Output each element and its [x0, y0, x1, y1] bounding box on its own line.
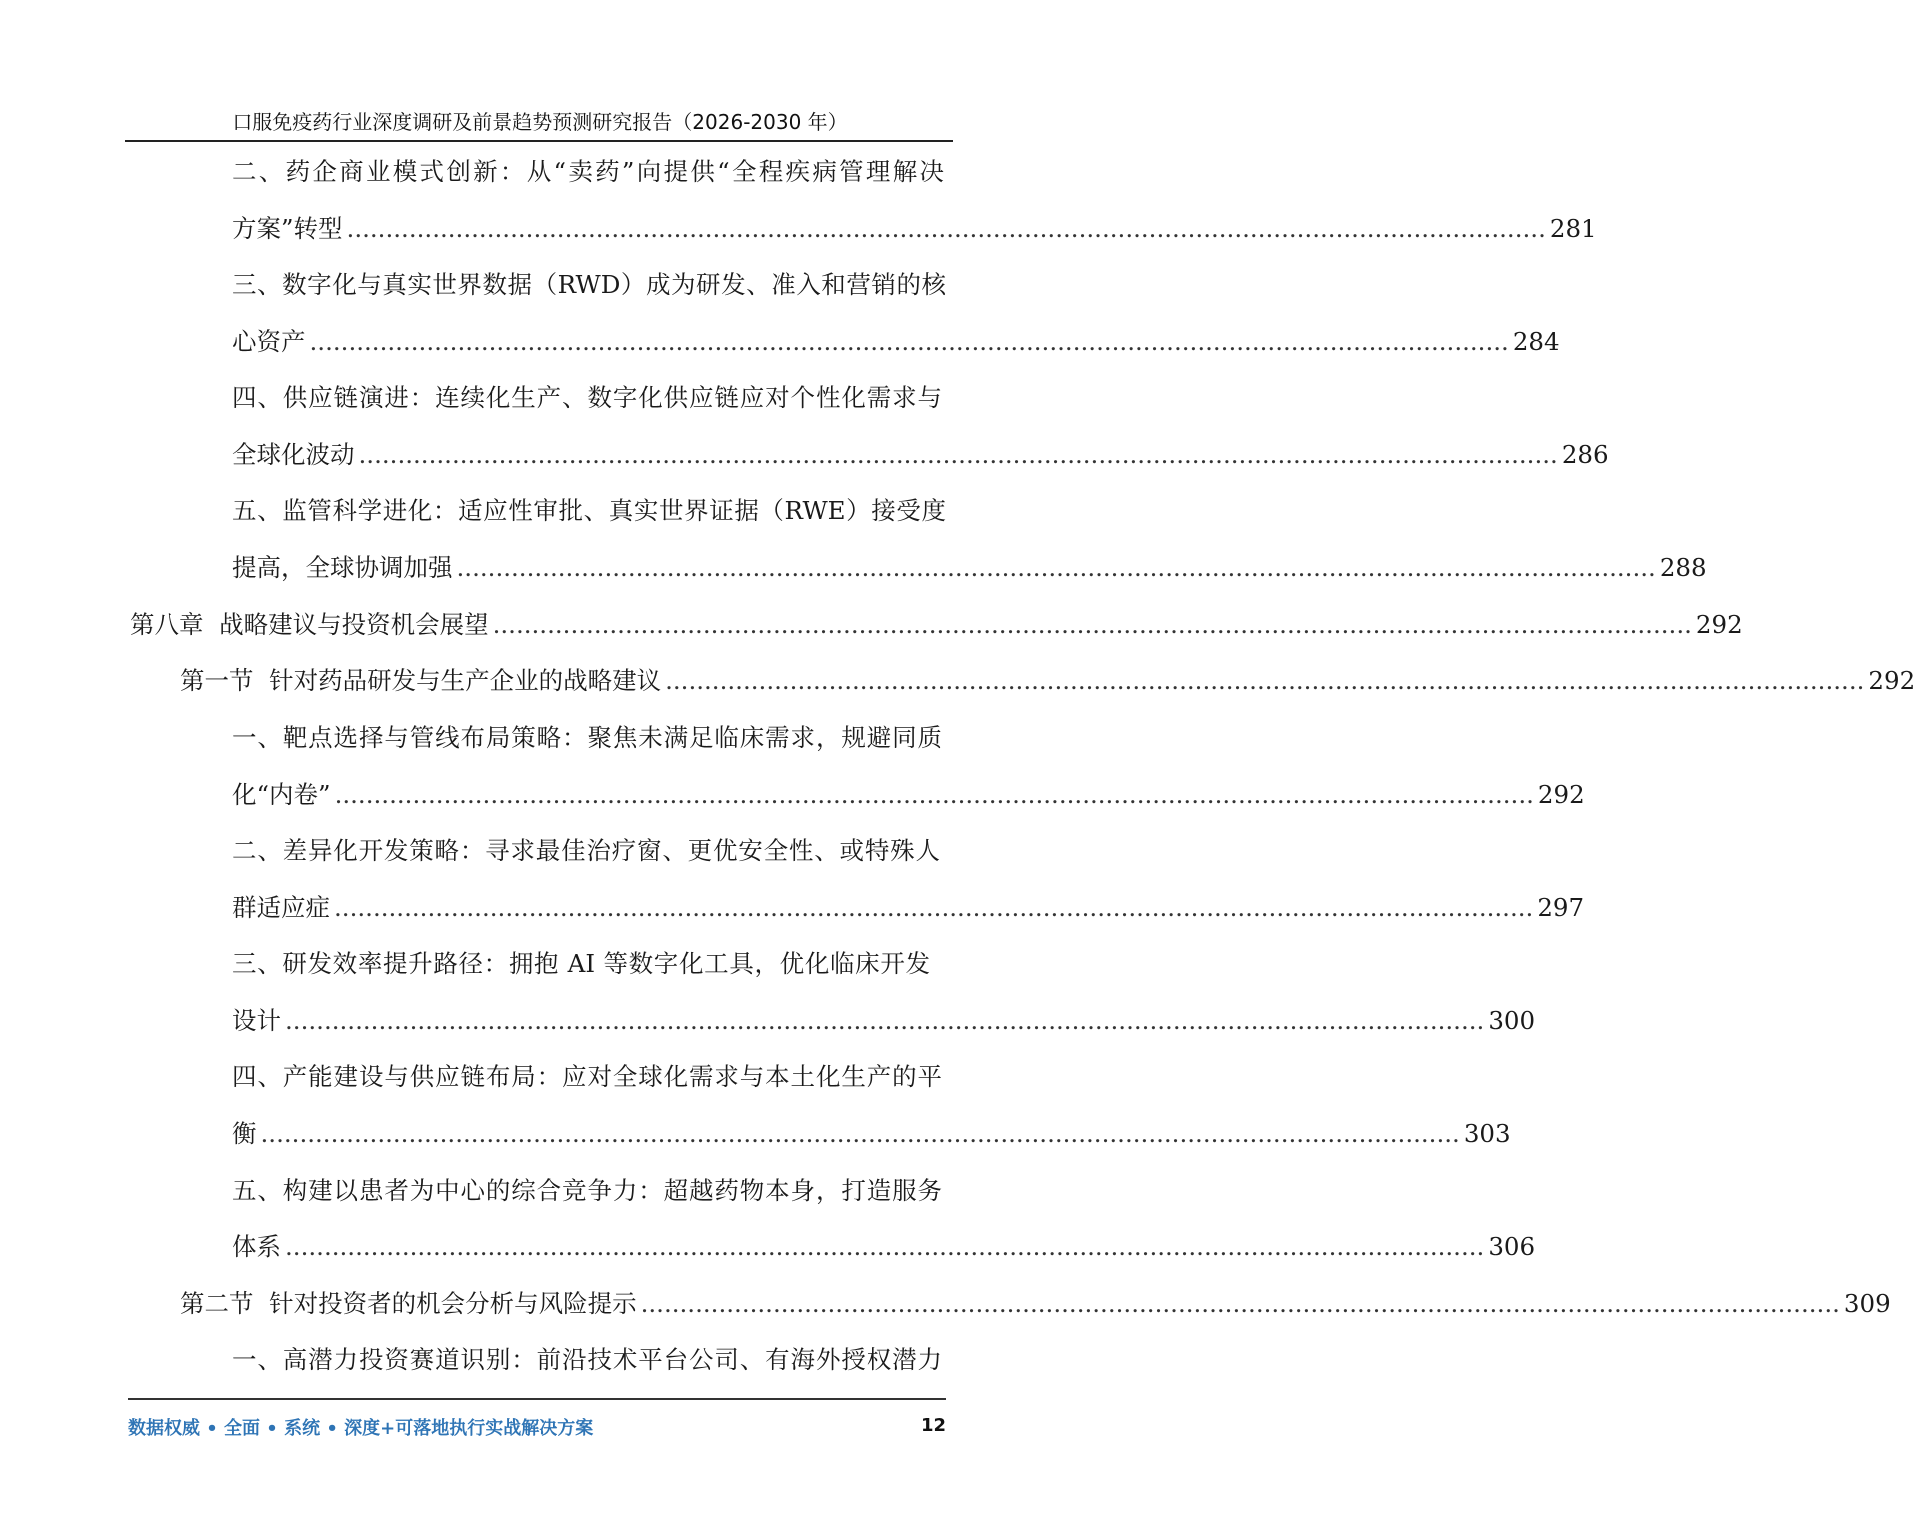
- toc-page-number: 292: [1868, 666, 1915, 695]
- toc-entry[interactable]: [232, 322, 1560, 362]
- dot-leader: ..........................................................................................................................................................: [260, 1119, 1460, 1148]
- toc-entry[interactable]: [232, 775, 1585, 815]
- dot-leader: ..........................................................................................................................................................: [334, 893, 1534, 922]
- toc-entry-title: 四、产能建设与供应链布局：应对全球化需求与本土化生产的平: [232, 1062, 942, 1091]
- toc-chapter-entry[interactable]: [130, 605, 1743, 645]
- toc-entry[interactable]: [232, 491, 946, 531]
- toc-page-number: 286: [1561, 440, 1609, 469]
- dot-leader: ..........................................................................................................................................................: [309, 327, 1509, 356]
- toc-entry[interactable]: [232, 831, 940, 871]
- toc-section-entry[interactable]: [180, 661, 1915, 701]
- toc-entry-title: 一、高潜力投资赛道识别：前沿技术平台公司、有海外授权潜力: [232, 1345, 942, 1374]
- toc-page-number: 281: [1549, 214, 1597, 243]
- toc-entry[interactable]: [232, 1057, 942, 1097]
- footer-tagline: 数据权威 • 全面 • 系统 • 深度+可落地执行实战解决方案: [128, 1418, 594, 1439]
- toc-entry[interactable]: [232, 265, 946, 305]
- toc-entry-title: 提高，全球协调加强: [232, 553, 453, 582]
- toc-entry-title: 化“内卷”: [232, 780, 331, 809]
- toc-entry-title: 三、研发效率提升路径：拥抱 AI 等数字化工具，优化临床开发: [232, 949, 930, 978]
- toc-page-number: 303: [1463, 1119, 1511, 1148]
- dot-leader: ..........................................................................................................................................................: [334, 780, 1534, 809]
- toc-entry[interactable]: [232, 888, 1585, 928]
- toc-entry[interactable]: [232, 944, 930, 984]
- toc-entry-title: 三、数字化与真实世界数据（RWD）成为研发、准入和营销的核: [232, 270, 946, 299]
- toc-entry-title: 设计: [232, 1006, 281, 1035]
- report-title: 口服免疫药行业深度调研及前景趋势预测研究报告（2026-2030 年）: [232, 110, 848, 134]
- footer-divider: [128, 1398, 946, 1400]
- dot-leader: ..........................................................................................................................................................: [358, 440, 1558, 469]
- header-divider: [125, 140, 953, 142]
- toc-entry[interactable]: [232, 152, 944, 192]
- page-number: 12: [920, 1415, 946, 1436]
- toc-page-number: 284: [1512, 327, 1560, 356]
- toc-entry-title: 全球化波动: [232, 440, 355, 469]
- dot-leader: ..........................................................................................................................................................: [492, 610, 1692, 639]
- toc-entry-title: 四、供应链演进：连续化生产、数字化供应链应对个性化需求与: [232, 383, 942, 412]
- toc-entry-title: 五、监管科学进化：适应性审批、真实世界证据（RWE）接受度: [232, 496, 946, 525]
- toc-entry[interactable]: [232, 1114, 1511, 1154]
- toc-page-number: 306: [1488, 1232, 1536, 1261]
- toc-entry[interactable]: [232, 1001, 1536, 1041]
- toc-entry[interactable]: [232, 378, 942, 418]
- toc-entry-title: 一、靶点选择与管线布局策略：聚焦未满足临床需求，规避同质: [232, 723, 942, 752]
- toc-entry[interactable]: [232, 435, 1609, 475]
- toc-entry-title: 衡: [232, 1119, 257, 1148]
- toc-page-number: 288: [1659, 553, 1707, 582]
- toc-entry-title: 第八章 战略建议与投资机会展望: [130, 610, 489, 639]
- dot-leader: ..........................................................................................................................................................: [665, 666, 1865, 695]
- toc-entry-title: 群适应症: [232, 893, 330, 922]
- toc-entry-title: 二、差异化开发策略：寻求最佳治疗窗、更优安全性、或特殊人: [232, 836, 940, 865]
- toc-entry-title: 五、构建以患者为中心的综合竞争力：超越药物本身，打造服务: [232, 1176, 942, 1205]
- toc-entry-title: 方案”转型: [232, 214, 343, 243]
- toc-entry[interactable]: [232, 1227, 1536, 1267]
- toc-entry-title: 第二节 针对投资者的机会分析与风险提示: [180, 1289, 637, 1318]
- dot-leader: ..........................................................................................................................................................: [346, 214, 1546, 243]
- dot-leader: ..........................................................................................................................................................: [285, 1232, 1485, 1261]
- dot-leader: ..........................................................................................................................................................: [285, 1006, 1485, 1035]
- dot-leader: ..........................................................................................................................................................: [640, 1289, 1840, 1318]
- toc-page-number: 292: [1695, 610, 1743, 639]
- toc-section-entry[interactable]: [180, 1284, 1891, 1324]
- dot-leader: ..........................................................................................................................................................: [456, 553, 1656, 582]
- toc-entry[interactable]: [232, 718, 942, 758]
- toc-entry-title: 体系: [232, 1232, 281, 1261]
- toc-page-number: 292: [1537, 780, 1585, 809]
- toc-entry[interactable]: [232, 1171, 942, 1211]
- toc-page-number: 309: [1843, 1289, 1891, 1318]
- toc-entry[interactable]: [232, 1340, 942, 1380]
- toc-page-number: 300: [1488, 1006, 1536, 1035]
- toc-entry[interactable]: [232, 548, 1707, 588]
- toc-entry-title: 第一节 针对药品研发与生产企业的战略建议: [180, 666, 662, 695]
- toc-page-number: 297: [1537, 893, 1585, 922]
- toc-entry[interactable]: [232, 209, 1597, 249]
- toc-entry-title: 二、药企商业模式创新：从“卖药”向提供“全程疾病管理解决: [232, 157, 944, 186]
- toc-entry-title: 心资产: [232, 327, 306, 356]
